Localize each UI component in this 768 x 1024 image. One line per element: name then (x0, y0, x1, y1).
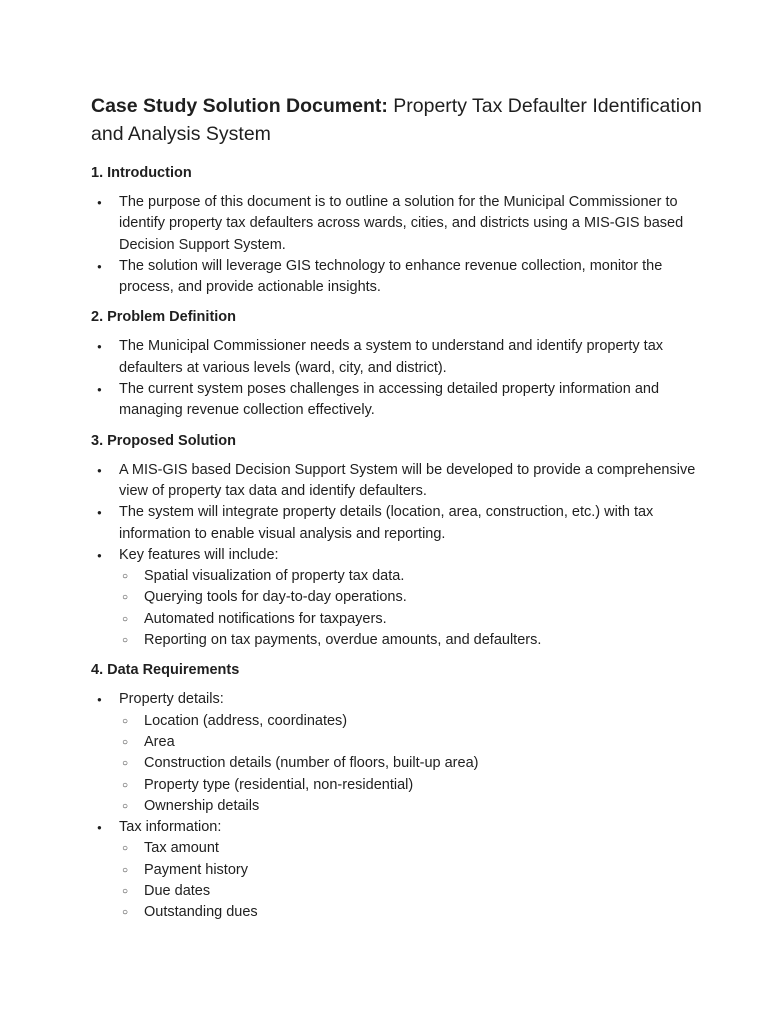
bullet-list (91, 192, 708, 298)
sub-list-item: ○ Querying tools for day-to-day operations. (119, 587, 708, 608)
section-heading: 3. Proposed Solution (91, 432, 237, 449)
title-rest: Property Tax Defaulter Identification and Analysis System (91, 95, 702, 145)
sub-list-item: ○ Automated notifications for taxpayers. (119, 609, 708, 630)
section-introduction (91, 163, 708, 298)
section-heading: 1. Introduction (91, 165, 192, 181)
sub-list-item: ○ Outstanding dues (119, 902, 708, 923)
list-item-label: Key features will include: (119, 546, 279, 563)
list-item-with-sublist (91, 817, 708, 923)
list-item-label: Property details: (119, 691, 224, 708)
list-item: ● The current system poses challenges in accessing detailed property information and managing revenue collection effectively. (91, 379, 708, 422)
section-problem-definition (91, 307, 708, 421)
sub-list-item: ○ Tax amount (119, 838, 708, 859)
sub-list-item: ○ Location (address, coordinates) (119, 711, 708, 732)
list-item-with-sublist (91, 689, 708, 817)
list-item: ● A MIS-GIS based Decision Support System will be developed to provide a comprehensive view of property tax data and identify defaulters. (91, 460, 708, 503)
list-item: ● The system will integrate property details (location, area, construction, etc.) with tax information to enable visual analysis and reporting. (91, 502, 708, 545)
bullet-list (91, 460, 708, 652)
document-title (91, 92, 708, 148)
list-item-with-sublist (91, 545, 708, 651)
sub-bullet-list (119, 838, 708, 923)
sub-list-item: ○ Spatial visualization of property tax data. (119, 566, 708, 587)
sub-bullet-list (119, 711, 708, 817)
sub-list-item: ○ Reporting on tax payments, overdue amounts, and defaulters. (119, 630, 708, 651)
title-bold: Case Study Solution Document: (91, 95, 388, 117)
sub-list-item: ○ Due dates (119, 881, 708, 902)
section-data-requirements (91, 660, 708, 923)
bullet-list (91, 336, 708, 421)
list-item: ● The Municipal Commissioner needs a system to understand and identify property tax defaulters at various levels (ward, city, and district). (91, 336, 708, 379)
list-item: ● The purpose of this document is to outline a solution for the Municipal Commissioner to identify property tax defaulters across wards, cities, and districts using a MIS-GIS based Decision Support System. (91, 192, 708, 256)
sub-list-item: ○ Area (119, 732, 708, 753)
bullet-list (91, 689, 708, 923)
sub-bullet-list (119, 566, 708, 651)
sub-list-item: ○ Ownership details (119, 796, 708, 817)
sub-list-item: ○ Property type (residential, non-residential) (119, 775, 708, 796)
section-proposed-solution (91, 431, 708, 652)
sub-list-item: ○ Payment history (119, 860, 708, 881)
list-item-label: Tax information: (119, 819, 222, 836)
list-item: ● The solution will leverage GIS technology to enhance revenue collection, monitor the process, and provide actionable insights. (91, 256, 708, 299)
sub-list-item: ○ Construction details (number of floors, built-up area) (119, 753, 708, 774)
section-heading: 2. Problem Definition (91, 309, 237, 326)
section-heading: 4. Data Requirements (91, 662, 240, 679)
